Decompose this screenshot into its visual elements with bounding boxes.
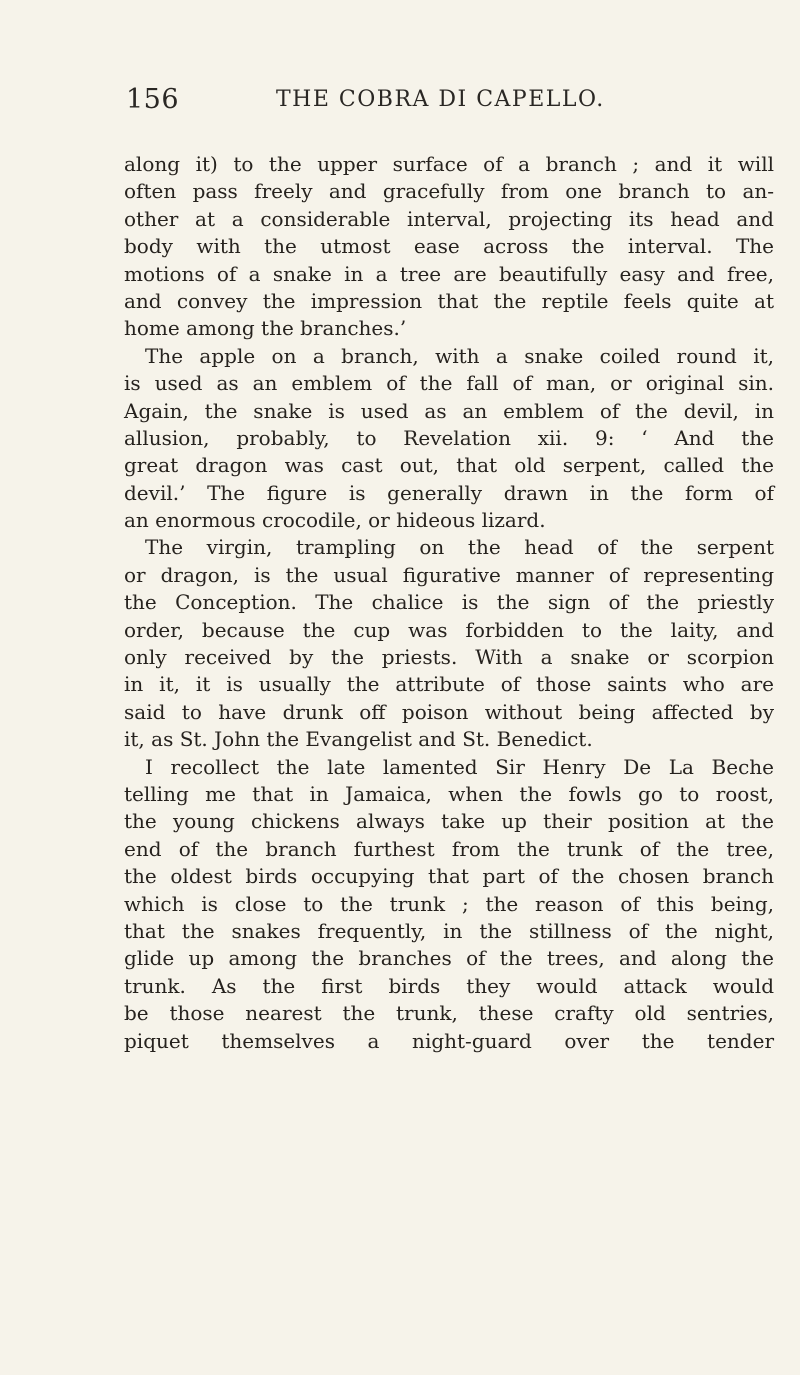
text-line: other at a considerable interval, projecting its head and [124, 206, 774, 231]
text-line: The virgin, trampling on the head of the serpent [145, 535, 774, 560]
text-line: home among the branches.’ [124, 316, 407, 341]
text-line: Again, the snake is used as an emblem of the devil, in [124, 398, 774, 423]
text-line: the Conception. The chalice is the sign of the priestly [124, 590, 774, 615]
text-line: only received by the priests. With a snake or scorpion [124, 645, 774, 670]
text-line: great dragon was cast out, that old serpent, called the [124, 453, 774, 478]
page-header [126, 84, 746, 118]
text-line: which is close to the trunk ; the reason of this being, [124, 891, 774, 916]
body-text [124, 151, 774, 1055]
text-line: it, as St. John the Evangelist and St. Benedict. [124, 727, 593, 752]
text-line: along it) to the upper surface of a branch ; and it will [124, 152, 774, 176]
text-line: and convey the impression that the reptile feels quite at [124, 288, 774, 313]
text-line: or dragon, is the usual figurative manner of representing [124, 562, 774, 587]
text-line: trunk. As the first birds they would attack would [124, 973, 774, 998]
text-line: in it, it is usually the attribute of those saints who are [124, 672, 774, 697]
text-line: that the snakes frequently, in the stillness of the night, [124, 918, 774, 943]
text-line: the oldest birds occupying that part of the chosen branch [124, 864, 774, 889]
text-line: an enormous crocodile, or hideous lizard. [124, 508, 546, 533]
text-line: body with the utmost ease across the interval. The [124, 234, 774, 259]
text-line: said to have drunk off poison without being affected by [124, 699, 774, 724]
running-head: THE COBRA DI CAPELLO. [276, 87, 605, 112]
text-line: end of the branch furthest from the trunk of the tree, [124, 836, 774, 861]
text-line: piquet themselves a night-guard over the tender [124, 1028, 774, 1053]
page-number: 156 [126, 84, 180, 115]
text-line: telling me that in Jamaica, when the fowls go to roost, [124, 781, 774, 806]
text-line: I recollect the late lamented Sir Henry De La Beche [145, 754, 774, 779]
text-line: is used as an emblem of the fall of man, or original sin. [124, 371, 774, 396]
text-line: devil.’ The figure is generally drawn in the form of [124, 480, 774, 505]
text-line: the young chickens always take up their position at the [124, 809, 774, 834]
text-line: allusion, probably, to Revelation xii. 9: ‘ And the [124, 425, 774, 450]
text-line: be those nearest the trunk, these crafty old sentries, [124, 1001, 774, 1026]
text-line: The apple on a branch, with a snake coiled round it, [145, 343, 774, 368]
text-line: motions of a snake in a tree are beautifully easy and free, [124, 261, 774, 286]
text-line: glide up among the branches of the trees, and along the [124, 946, 774, 971]
text-line: often pass freely and gracefully from one branch to an- [124, 179, 774, 204]
text-line: order, because the cup was forbidden to the laity, and [124, 617, 774, 642]
